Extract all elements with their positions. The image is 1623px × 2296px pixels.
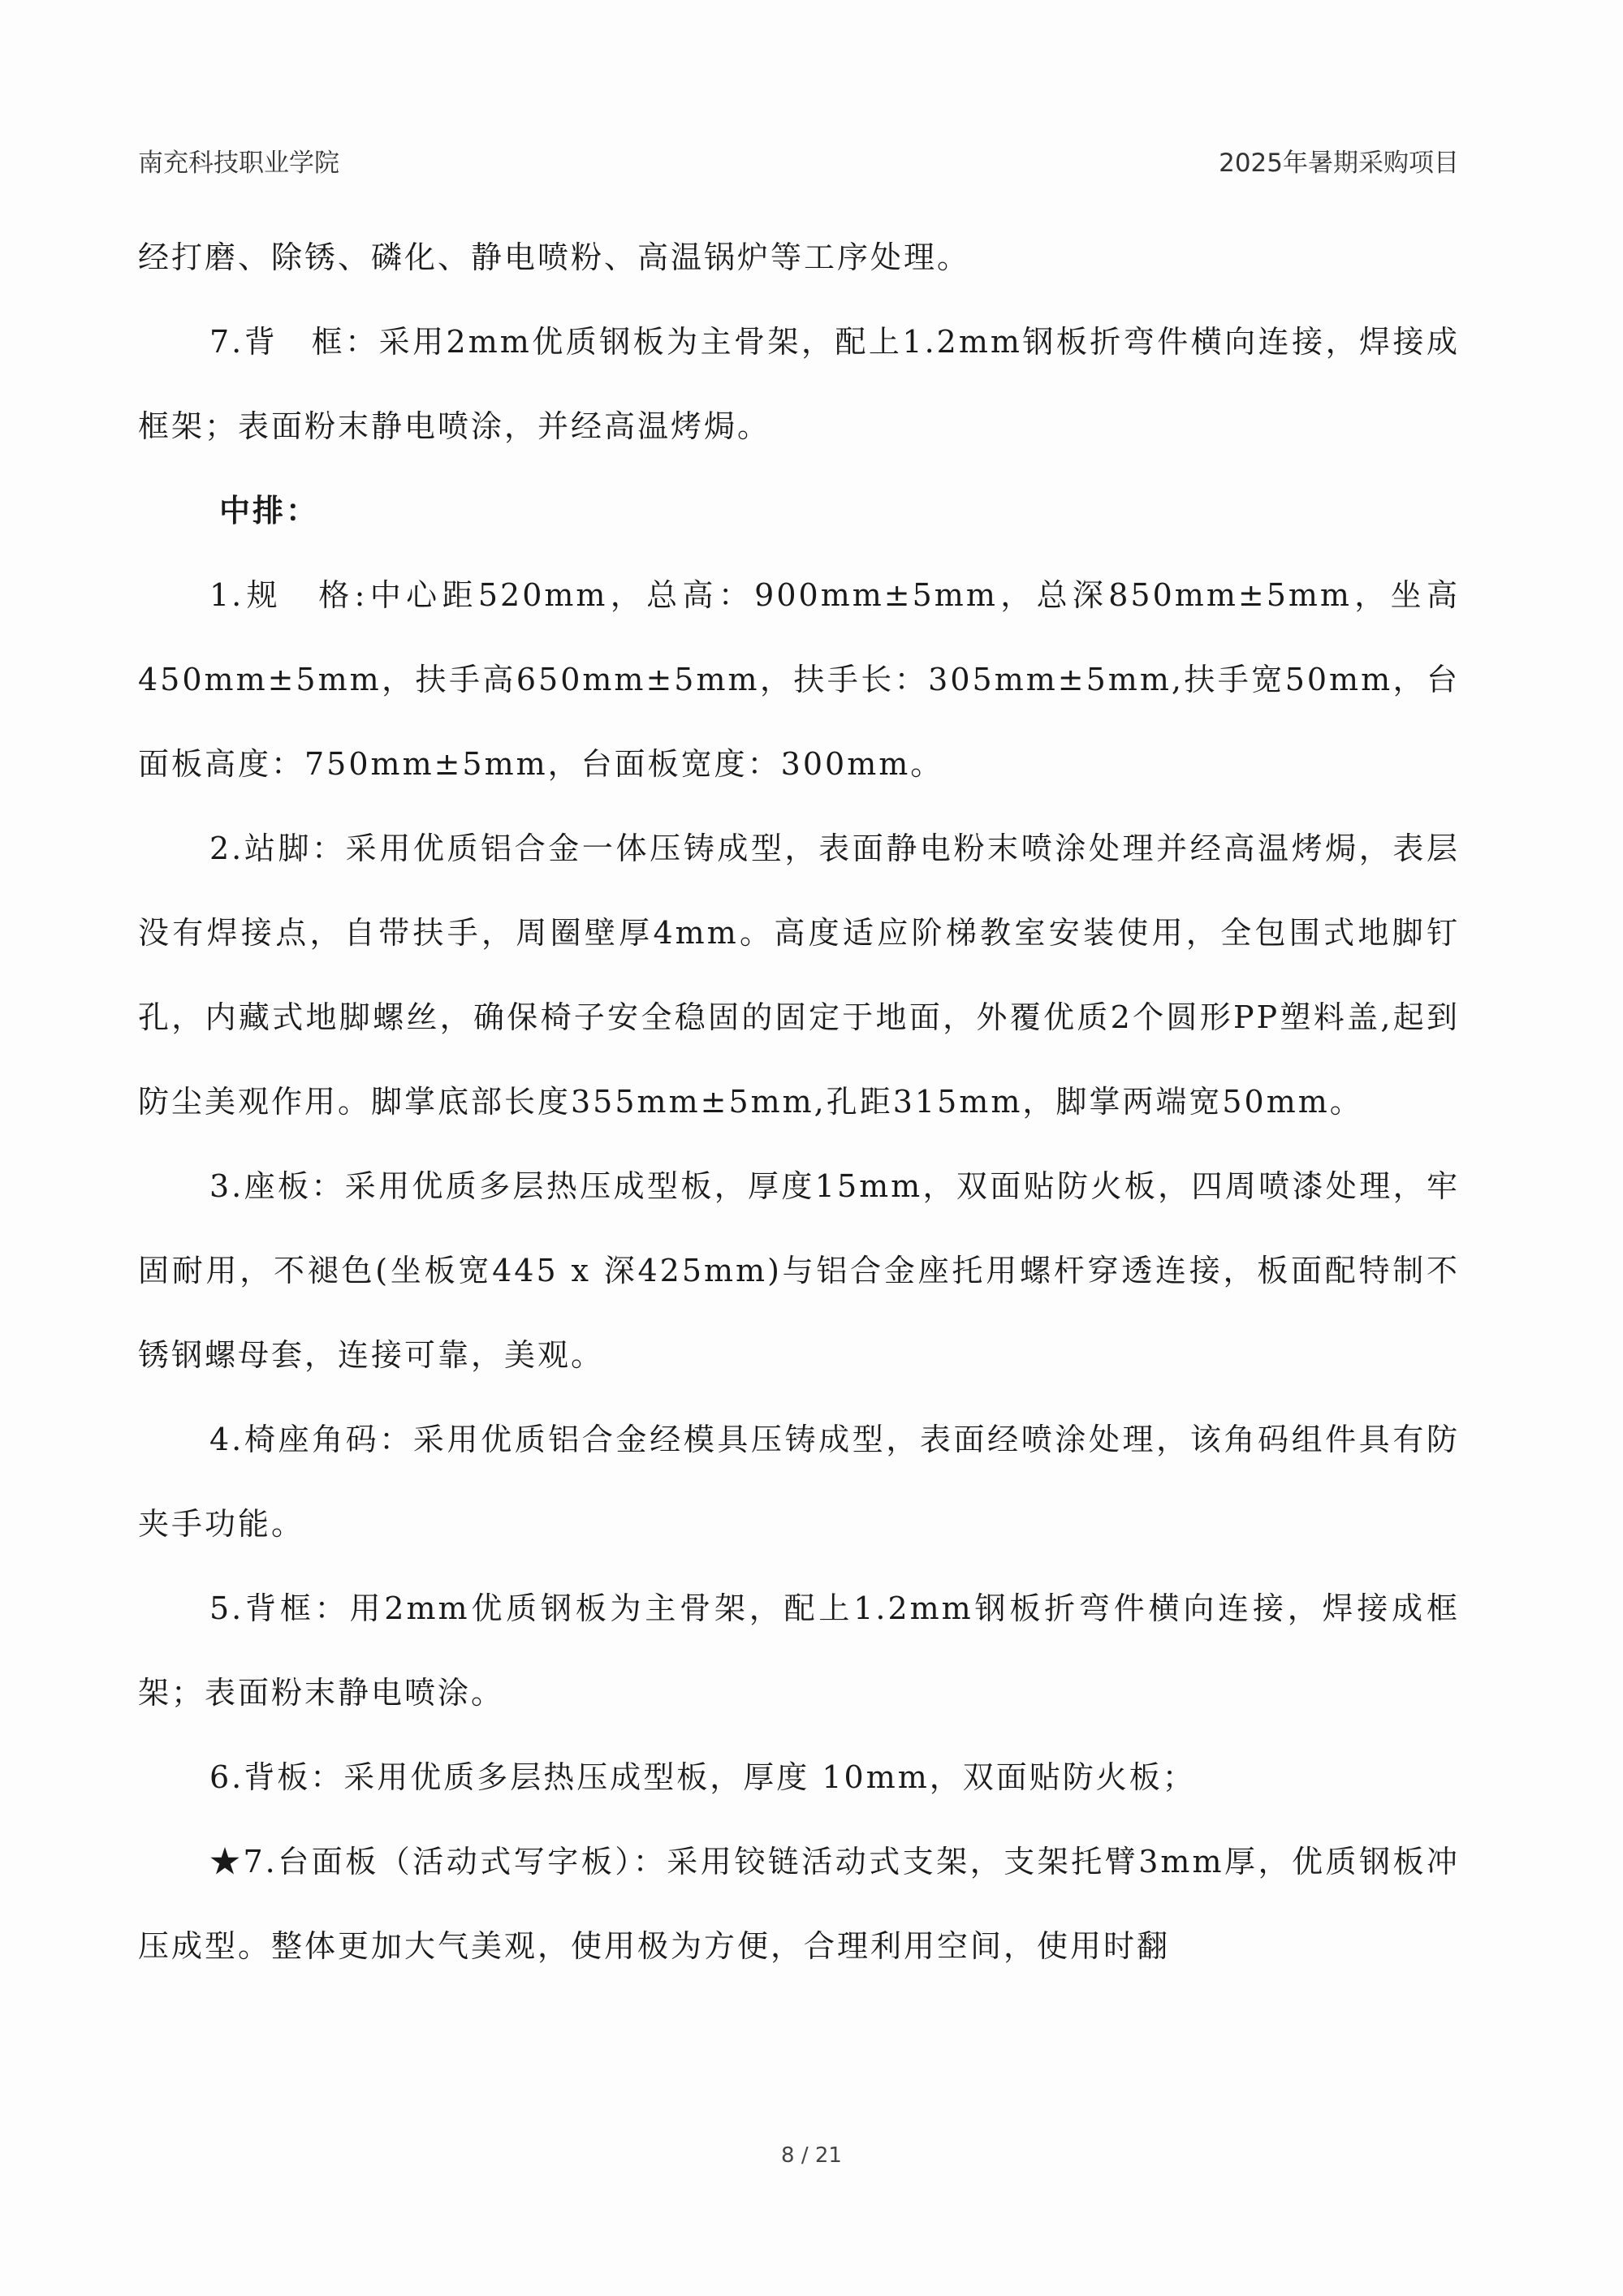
page-number: 8 / 21 xyxy=(781,2143,842,2168)
paragraph-seat-board: 3.座板：采用优质多层热压成型板，厚度15mm，双面贴防火板，四周喷漆处理，牢固耐用，不褪色(坐板宽445 x 深425mm)与铝合金座托用螺杆穿透连接，板面配特制不锈钢螺母套，连接可靠，美观。 xyxy=(138,1168,1460,1373)
section-heading-middle-row: 中排： xyxy=(219,492,320,529)
document-body xyxy=(138,215,1460,1988)
paragraph-specification: 1.规 格:中心距520mm，总高：900mm±5mm，总深850mm±5mm，坐高450mm±5mm，扶手高650mm±5mm，扶手长：305mm±5mm,扶手宽50mm，台面板高度：750mm±5mm，台面板宽度：300mm。 xyxy=(138,577,1460,782)
paragraph-back-frame-2: 5.背框：用2mm优质钢板为主骨架，配上1.2mm钢板折弯件横向连接，焊接成框架；表面粉末静电喷涂。 xyxy=(138,1590,1460,1711)
paragraph-back-frame: 7.背 框：采用2mm优质钢板为主骨架，配上1.2mm钢板折弯件横向连接，焊接成框架；表面粉末静电喷涂，并经高温烤焗。 xyxy=(138,324,1460,444)
header-project: 2025年暑期采购项目 xyxy=(1219,149,1459,178)
paragraph-table-board: ★7.台面板（活动式写字板）：采用铰链活动式支架，支架托臂3mm厚，优质钢板冲压成型。整体更加大气美观，使用极为方便，合理利用空间，使用时翻 xyxy=(138,1844,1460,1964)
paragraph-back-board: 6.背板：采用优质多层热压成型板，厚度 10mm，双面贴防火板； xyxy=(209,1759,1196,1795)
paragraph-seat-bracket: 4.椅座角码：采用优质铝合金经模具压铸成型，表面经喷涂处理，该角码组件具有防夹手功能。 xyxy=(138,1422,1460,1542)
header-institution: 南充科技职业学院 xyxy=(138,149,339,178)
paragraph-continuation: 经打磨、除锈、磷化、静电喷粉、高温锅炉等工序处理。 xyxy=(138,240,971,275)
paragraph-stand-foot: 2.站脚：采用优质铝合金一体压铸成型，表面静电粉末喷涂处理并经高温烤焗，表层没有焊接点，自带扶手，周圈壁厚4mm。高度适应阶梯教室安装使用，全包围式地脚钉孔，内藏式地脚螺丝，确保椅子安全稳固的固定于地面，外覆优质2个圆形PP塑料盖,起到防尘美观作用。脚掌底部长度355mm±5mm,孔距315mm，脚掌两端宽50mm。 xyxy=(138,831,1460,1120)
